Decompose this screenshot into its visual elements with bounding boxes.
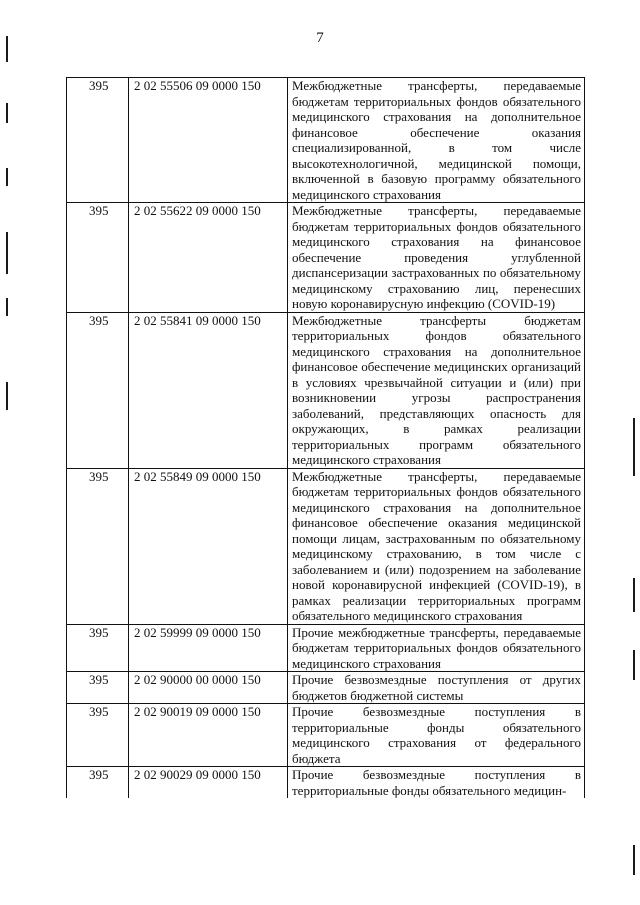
scan-edge-mark xyxy=(6,232,8,274)
admin-code-cell: 395 xyxy=(67,78,129,203)
revenue-name-cell xyxy=(288,672,585,704)
revenue-name-cell xyxy=(288,468,585,624)
admin-code-cell: 395 xyxy=(67,672,129,704)
scan-edge-mark xyxy=(6,168,8,186)
revenue-name-text: Межбюджетные трансферты, передаваемые бюджетам территориальных фондов обязательного медицинского страхования на дополнительное финансовое обеспечение оказания специализированной, в том числе высокотехнологичной, медицинской помощи, включенной в базовую программу обязательного медицинского страхования xyxy=(292,78,581,202)
table-row xyxy=(67,78,585,203)
admin-code-cell: 395 xyxy=(67,312,129,468)
budget-classification-code-cell: 2 02 90029 09 0000 150 xyxy=(129,767,288,799)
revenue-name-cell xyxy=(288,624,585,672)
scan-edge-mark xyxy=(6,382,8,410)
revenue-name-text: Прочие межбюджетные трансферты, передаваемые бюджетам территориальных фондов обязательного медицинского страхования xyxy=(292,624,581,671)
admin-code-cell: 395 xyxy=(67,624,129,672)
table-row xyxy=(67,312,585,468)
table-row xyxy=(67,203,585,313)
revenue-name-cell xyxy=(288,704,585,767)
table-row xyxy=(67,468,585,624)
budget-classification-code-cell: 2 02 55622 09 0000 150 xyxy=(129,203,288,313)
admin-code-cell: 395 xyxy=(67,203,129,313)
admin-code-cell: 395 xyxy=(67,468,129,624)
revenue-name-text: Межбюджетные трансферты бюджетам территориальных фондов обязательного медицинского страхования на дополнительное финансовое обеспечение медицинских организаций в условиях чрезвычайной ситуации и (или) при возникновении угрозы распространения заболеваний, представляющих опасность для окружающих, в рамках реализации территориальных программ обязательного медицинского страхования xyxy=(292,312,581,467)
page-number: 7 xyxy=(316,30,324,46)
budget-classification-code-cell: 2 02 90000 00 0000 150 xyxy=(129,672,288,704)
admin-code-cell: 395 xyxy=(67,704,129,767)
scan-edge-mark xyxy=(6,36,8,62)
revenue-name-text: Прочие безвозмездные поступления в территориальные фонды обязательного медицин- xyxy=(292,767,581,798)
table-row xyxy=(67,624,585,672)
table-row xyxy=(67,767,585,799)
table-row xyxy=(67,704,585,767)
revenue-name-text: Межбюджетные трансферты, передаваемые бюджетам территориальных фондов обязательного медицинского страхования на дополнительное финансовое обеспечение оказания медицинской помощи лицам, застрахованным по обязательному медицинскому страхованию, в том числе с заболеванием и (или) подозрением на заболевание новой коронавирусной инфекцией (COVID-19), в рамках реализации территориальных программ обязательного медицинского страхования xyxy=(292,468,581,623)
budget-classification-code-cell: 2 02 55841 09 0000 150 xyxy=(129,312,288,468)
revenue-name-text: Межбюджетные трансферты, передаваемые бюджетам территориальных фондов обязательного медицинского страхования на финансовое обеспечение проведения углубленной диспансеризации застрахованных по обязательному медицинскому страхованию лиц, перенесших новую коронавирусную инфекцию (COVID-19) xyxy=(292,203,581,311)
revenue-name-cell xyxy=(288,312,585,468)
budget-classification-code-cell: 2 02 55849 09 0000 150 xyxy=(129,468,288,624)
admin-code-cell: 395 xyxy=(67,767,129,799)
revenue-name-text: Прочие безвозмездные поступления в территориальные фонды обязательного медицинского страхования от федерального бюджета xyxy=(292,704,581,766)
budget-classification-code-cell: 2 02 55506 09 0000 150 xyxy=(129,78,288,203)
budget-classification-code-cell: 2 02 59999 09 0000 150 xyxy=(129,624,288,672)
scan-edge-mark xyxy=(633,845,635,875)
scan-edge-mark xyxy=(633,418,635,476)
scan-edge-mark xyxy=(6,103,8,123)
scan-edge-mark xyxy=(633,578,635,612)
revenue-name-cell xyxy=(288,78,585,203)
revenue-name-cell xyxy=(288,767,585,799)
scan-edge-mark xyxy=(633,650,635,680)
table-row xyxy=(67,672,585,704)
budget-classification-code-cell: 2 02 90019 09 0000 150 xyxy=(129,704,288,767)
scan-edge-mark xyxy=(6,298,8,316)
revenue-name-text: Прочие безвозмездные поступления от других бюджетов бюджетной системы xyxy=(292,672,581,703)
revenue-name-cell xyxy=(288,203,585,313)
revenue-classification-table xyxy=(66,77,585,798)
